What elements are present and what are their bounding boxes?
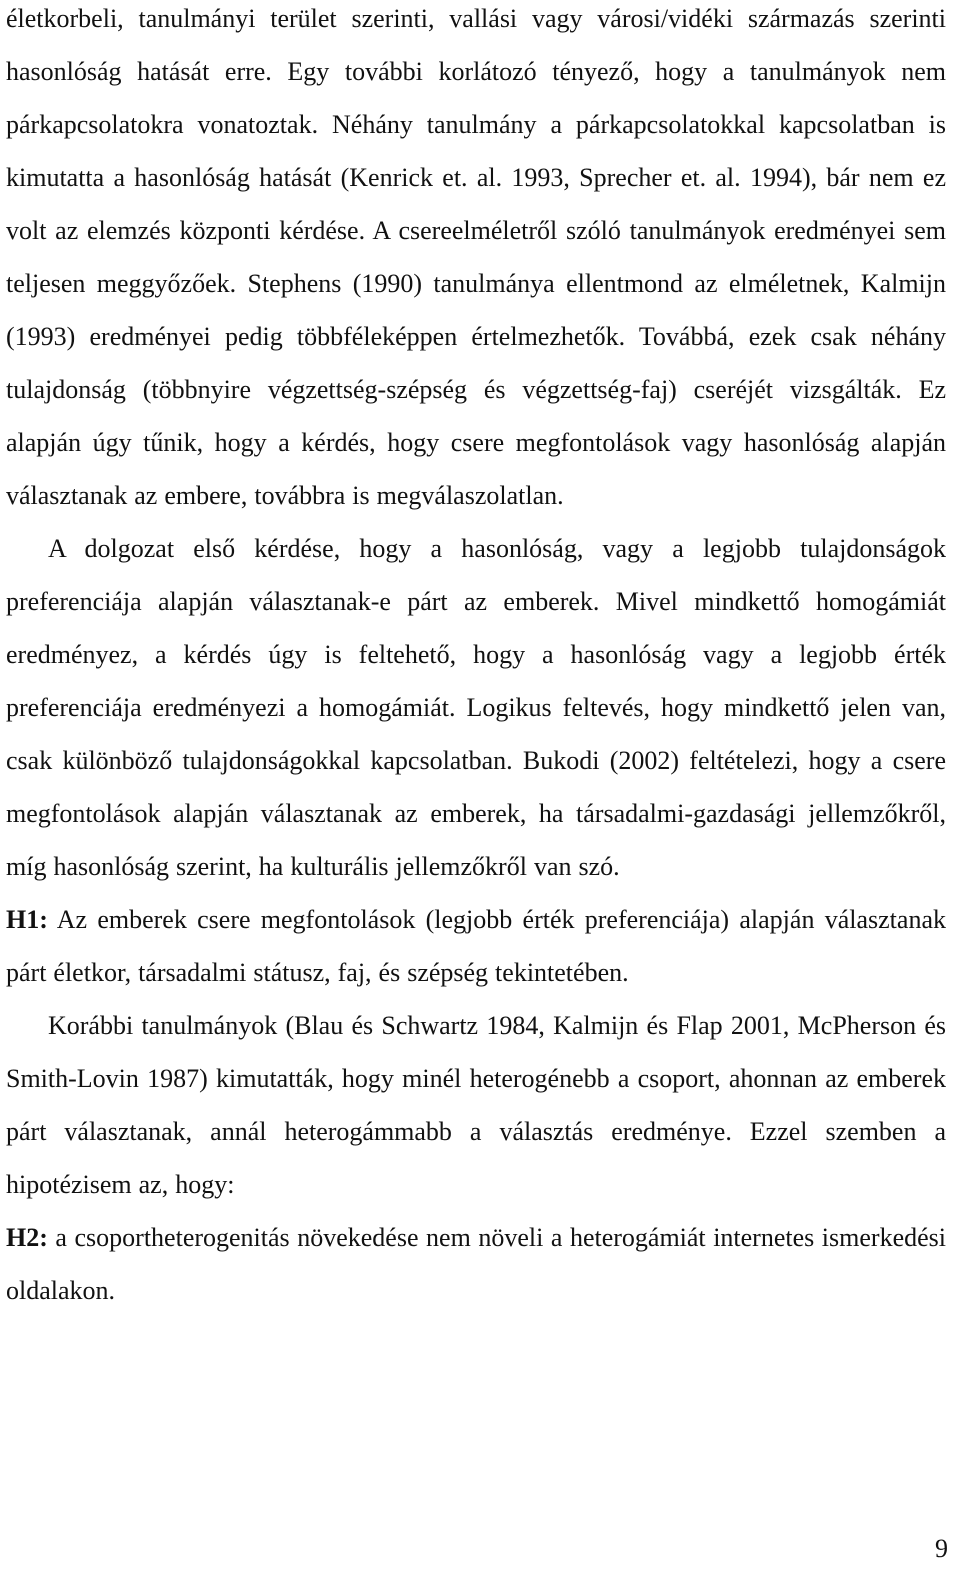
hypothesis-h2: [6, 1211, 946, 1317]
paragraph-research-question: A dolgozat első kérdése, hogy a hasonlóság, vagy a legjobb tulajdonságok preferenciája alapján választanak-e párt az emberek. Mivel mindkettő homogámiát eredményez, a kérdés úgy is feltehető, hogy a hasonlóság vagy a legjobb érték preferenciája eredményezi a homogámiát. Logikus feltevés, hogy mindkettő jelen van, csak különböző tulajdonságokkal kapcsolatban. Bukodi (2002) feltételezi, hogy a csere megfontolások alapján választanak az emberek, ha társadalmi-gazdasági jellemzőkről, míg hasonlóság szerint, ha kulturális jellemzőkről van szó.: [6, 534, 946, 881]
hypothesis-h1: [6, 893, 946, 999]
page-number: 9: [935, 1534, 948, 1563]
hypothesis-h2-text: a csoportheterogenitás növekedése nem növeli a heterogámiát internetes ismerkedési oldalakon.: [6, 1223, 946, 1305]
paragraph-continuation: életkorbeli, tanulmányi terület szerinti, vallási vagy városi/vidéki származás szerinti hasonlóság hatását erre. Egy további korlátozó tényező, hogy a tanulmányok nem párkapcsolatokra vonatoztak. Néhány tanulmány a párkapcsolatokkal kapcsolatban is kimutatta a hasonlóság hatását (Kenrick et. al. 1993, Sprecher et. al. 1994), bár nem ez volt az elemzés központi kérdése. A csereelméletről szóló tanulmányok eredményei sem teljesen meggyőzőek. Stephens (1990) tanulmánya ellentmond az elméletnek, Kalmijn (1993) eredményei pedig többféleképpen értelmezhetők. Továbbá, ezek csak néhány tulajdonság (többnyire végzettség-szépség és végzettség-faj) cseréjét vizsgálták. Ez alapján úgy tűnik, hogy a kérdés, hogy csere megfontolások vagy hasonlóság alapján választanak az embere, továbbra is megválaszolatlan.: [6, 4, 946, 510]
document-page: [6, 0, 946, 1317]
hypothesis-h1-text: Az emberek csere megfontolások (legjobb érték preferenciája) alapján választanak párt életkor, társadalmi státusz, faj, és szépség tekintetében.: [6, 905, 946, 987]
hypothesis-h2-label: H2:: [6, 1223, 48, 1252]
paragraph-previous-studies: Korábbi tanulmányok (Blau és Schwartz 1984, Kalmijn és Flap 2001, McPherson és Smith-Lovin 1987) kimutatták, hogy minél heterogénebb a csoport, ahonnan az emberek párt választanak, annál heterogámmabb a választás eredménye. Ezzel szemben a hipotézisem az, hogy:: [6, 1011, 946, 1199]
hypothesis-h1-label: H1:: [6, 905, 48, 934]
